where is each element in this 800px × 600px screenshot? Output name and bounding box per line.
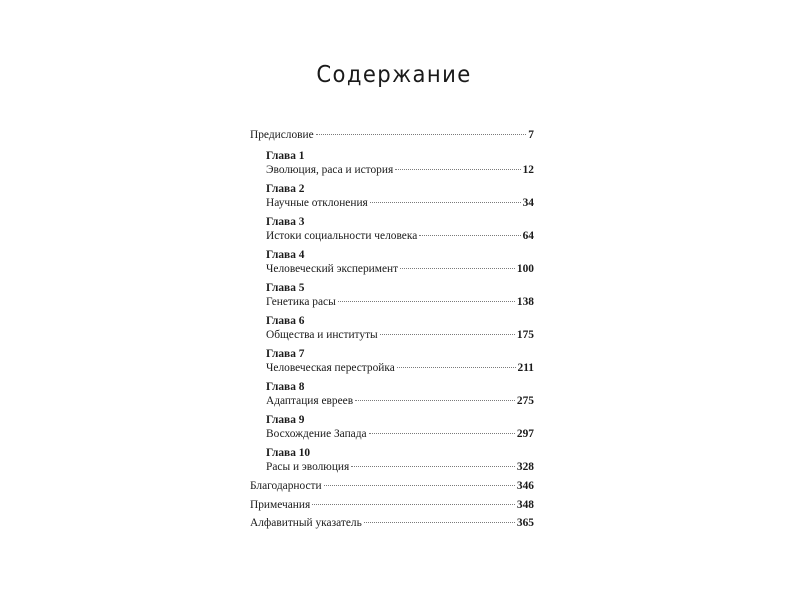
toc-page-number: 211 (517, 362, 534, 374)
dot-leader (370, 202, 521, 203)
dot-leader (351, 466, 515, 467)
dot-leader (316, 134, 527, 135)
toc-chapter[interactable] (266, 446, 534, 474)
dot-leader (324, 485, 515, 486)
chapter-title: Человеческий эксперимент (266, 263, 399, 275)
toc-chapter[interactable] (266, 149, 534, 177)
chapter-number: Глава 5 (266, 282, 305, 294)
chapter-number: Глава 4 (266, 249, 305, 261)
toc-entry-acknowledgements[interactable] (250, 479, 534, 493)
toc-page-number: 275 (516, 395, 534, 407)
chapter-number: Глава 10 (266, 447, 311, 459)
toc-page-number: 7 (528, 129, 534, 141)
chapter-title: Генетика расы (266, 296, 336, 308)
chapter-title: Адаптация евреев (266, 395, 354, 407)
table-of-contents (250, 128, 534, 535)
toc-page-number: 100 (516, 263, 534, 275)
dot-leader (395, 169, 520, 170)
chapter-title: Эволюция, раса и история (266, 164, 394, 176)
toc-entry-label: Алфавитный указатель (250, 517, 362, 529)
toc-page-number: 365 (516, 517, 534, 529)
toc-entry-index[interactable] (250, 516, 534, 530)
toc-chapter[interactable] (266, 347, 534, 375)
toc-page-number: 175 (516, 329, 534, 341)
chapter-title: Общества и институты (266, 329, 378, 341)
chapter-title: Расы и эволюция (266, 461, 350, 473)
toc-page-number: 12 (522, 164, 534, 176)
toc-entry-label: Примечания (250, 498, 311, 511)
dot-leader (355, 400, 515, 401)
chapter-number: Глава 2 (266, 183, 305, 195)
dot-leader (312, 504, 515, 505)
chapter-number: Глава 1 (266, 150, 305, 162)
toc-page-number: 64 (522, 230, 534, 242)
dot-leader (380, 334, 515, 335)
dot-leader (364, 522, 515, 523)
toc-chapter[interactable] (266, 215, 534, 243)
page-title: Содержание (316, 62, 472, 88)
chapters-list (250, 149, 534, 474)
toc-chapter[interactable] (266, 413, 534, 441)
toc-entry-label: Предисловие (250, 129, 314, 141)
chapter-title: Научные отклонения (266, 197, 368, 209)
chapter-title: Человеческая перестройка (266, 362, 395, 374)
toc-page-number: 348 (516, 498, 534, 511)
dot-leader (419, 235, 520, 236)
toc-entry-notes[interactable] (250, 498, 534, 512)
toc-page-number: 328 (516, 461, 534, 473)
toc-entry-preface[interactable] (250, 128, 534, 142)
dot-leader (397, 367, 516, 368)
chapter-number: Глава 6 (266, 315, 305, 327)
toc-chapter[interactable] (266, 182, 534, 210)
toc-page-number: 346 (516, 480, 534, 492)
toc-chapter[interactable] (266, 380, 534, 408)
chapter-title: Восхождение Запада (266, 428, 367, 440)
chapter-number: Глава 9 (266, 414, 305, 426)
toc-page-number: 34 (522, 197, 534, 209)
dot-leader (400, 268, 515, 269)
toc-entry-label: Благодарности (250, 480, 322, 492)
toc-chapter[interactable] (266, 314, 534, 342)
chapter-number: Глава 8 (266, 381, 305, 393)
dot-leader (338, 301, 515, 302)
dot-leader (369, 433, 515, 434)
toc-page-number: 138 (516, 296, 534, 308)
toc-chapter[interactable] (266, 248, 534, 276)
chapter-number: Глава 3 (266, 216, 305, 228)
toc-page-number: 297 (516, 428, 534, 440)
chapter-title: Истоки социальности человека (266, 230, 418, 242)
toc-chapter[interactable] (266, 281, 534, 309)
chapter-number: Глава 7 (266, 348, 305, 360)
